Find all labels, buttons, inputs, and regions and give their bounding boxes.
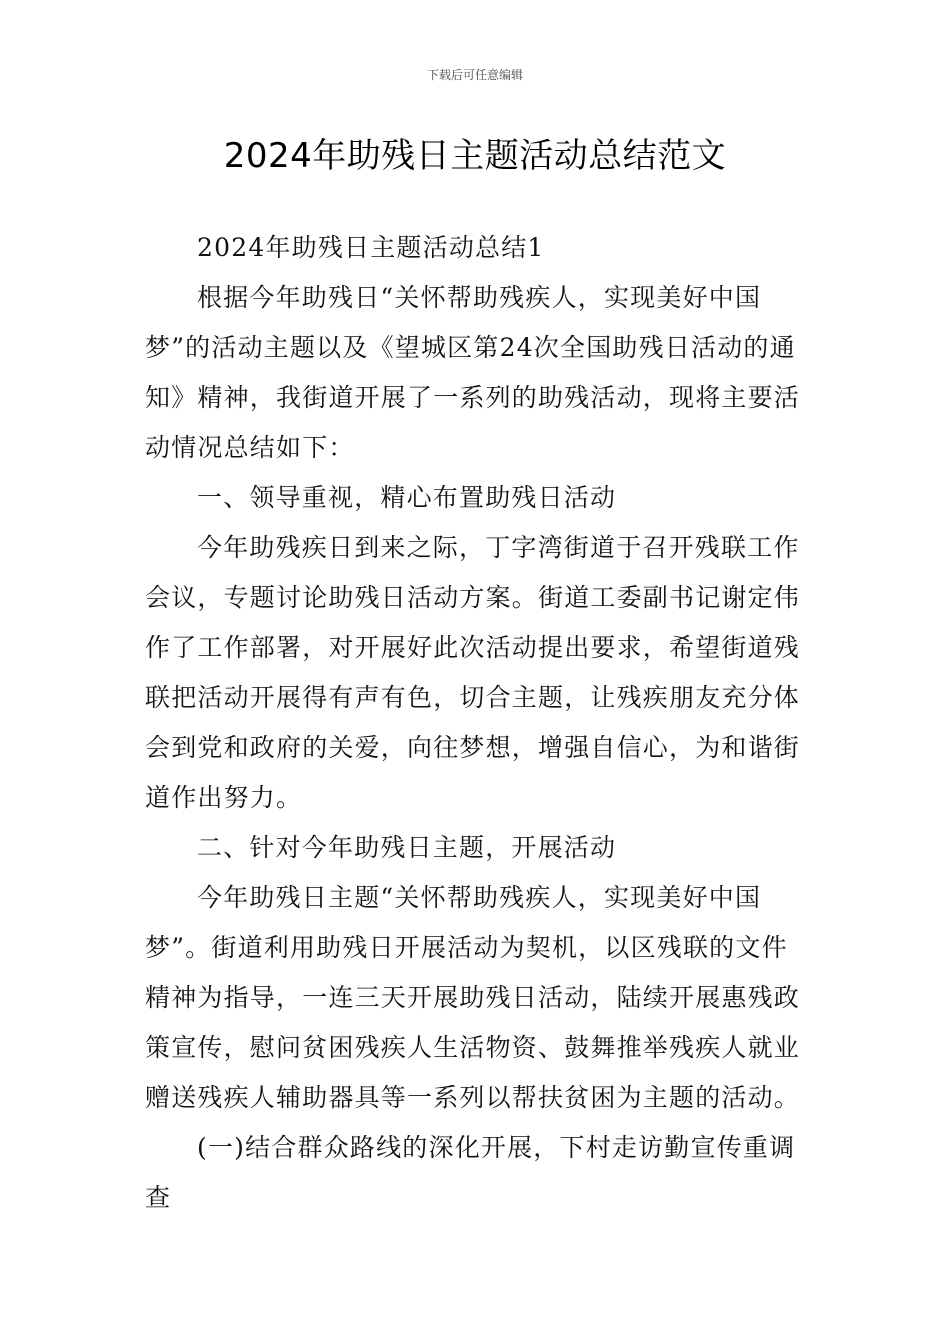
paragraph: [145, 523, 815, 823]
paragraph: [145, 823, 815, 873]
document-title: 2024年助残日主题活动总结范文: [223, 136, 727, 176]
text-line: 知》精神，我街道开展了一系列的助残活动，现将主要活: [145, 383, 801, 412]
paragraph: [145, 1123, 815, 1223]
text-line: (一)结合群众路线的深化开展，下村走访勤宣传重调: [197, 1133, 796, 1162]
text-line: 动情况总结如下：: [145, 433, 355, 462]
text-line: 二、针对今年助残日主题，开展活动: [197, 833, 617, 862]
text-line: 根据今年助残日“关怀帮助残疾人，实现美好中国: [197, 283, 762, 312]
text-line: 精神为指导，一连三天开展助残日活动，陆续开展惠残政: [145, 983, 801, 1012]
text-line: 梦”的活动主题以及《望城区第24次全国助残日活动的通: [145, 333, 796, 362]
text-line: 会到党和政府的关爱，向往梦想，增强自信心，为和谐街: [145, 733, 801, 762]
text-line: 梦”。街道利用助残日开展活动为契机，以区残联的文件: [145, 933, 788, 962]
text-line: 策宣传，慰问贫困残疾人生活物资、鼓舞推举残疾人就业: [145, 1033, 801, 1062]
text-line: 查: [145, 1183, 172, 1212]
paragraph: [145, 223, 815, 273]
document-body: [145, 223, 815, 1223]
page-header: 下载后可任意编辑: [426, 68, 523, 82]
text-line: 今年助残日主题“关怀帮助残疾人，实现美好中国: [197, 883, 762, 912]
text-line: 赠送残疾人辅助器具等一系列以帮扶贫困为主题的活动。: [145, 1083, 801, 1112]
paragraph: [145, 473, 815, 523]
text-line: 今年助残疾日到来之际，丁字湾街道于召开残联工作: [197, 533, 800, 562]
text-line: 会议，专题讨论助残日活动方案。街道工委副书记谢定伟: [145, 583, 801, 612]
paragraph: [145, 873, 815, 1123]
paragraph: [145, 273, 815, 473]
text-line: 道作出努力。: [145, 783, 303, 812]
text-line: 一、领导重视，精心布置助残日活动: [197, 483, 617, 512]
text-line: 作了工作部署，对开展好此次活动提出要求，希望街道残: [145, 633, 801, 662]
text-line: 联把活动开展得有声有色，切合主题，让残疾朋友充分体: [145, 683, 801, 712]
text-line: 2024年助残日主题活动总结1: [197, 233, 545, 262]
